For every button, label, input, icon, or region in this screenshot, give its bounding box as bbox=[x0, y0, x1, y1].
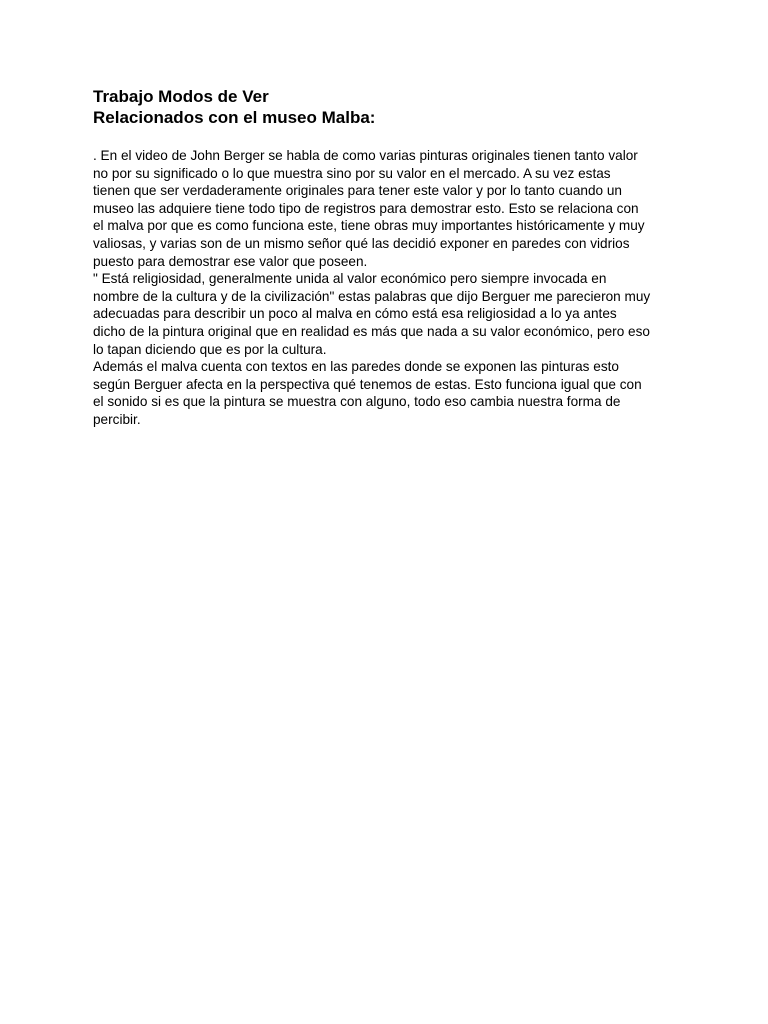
body-line: puesto para demostrar ese valor que poseen. bbox=[93, 253, 368, 269]
document-title bbox=[93, 86, 683, 128]
body-line: lo tapan diciendo que es por la cultura. bbox=[93, 341, 327, 357]
body-line: según Berguer afecta en la perspectiva qué tenemos de estas. Esto funciona igual que con bbox=[93, 376, 642, 392]
title-line-1: Trabajo Modos de Ver bbox=[93, 87, 269, 106]
body-line: nombre de la cultura y de la civilización" estas palabras que dijo Berguer me parecieron muy bbox=[93, 288, 651, 304]
body-line: el sonido si es que la pintura se muestra con alguno, todo eso cambia nuestra forma de bbox=[93, 394, 621, 410]
body-line: el malva por que es como funciona este, tiene obras muy importantes históricamente y muy bbox=[93, 218, 645, 234]
title-line-2: Relacionados con el museo Malba: bbox=[93, 108, 376, 127]
body-line: no por su significado o lo que muestra sino por su valor en el mercado. A su vez estas bbox=[93, 165, 611, 181]
body-line: " Está religiosidad, generalmente unida al valor económico pero siempre invocada en bbox=[93, 271, 607, 287]
body-line: . En el video de John Berger se habla de como varias pinturas originales tienen tanto valor bbox=[93, 148, 638, 163]
document-body bbox=[93, 147, 683, 429]
body-line: tienen que ser verdaderamente originales para tener este valor y por lo tanto cuando un bbox=[93, 183, 622, 199]
body-line: museo las adquiere tiene todo tipo de registros para demostrar esto. Esto se relaciona con bbox=[93, 200, 639, 216]
body-line: dicho de la pintura original que en realidad es más que nada a su valor económico, pero eso bbox=[93, 323, 650, 339]
body-line: valiosas, y varias son de un mismo señor qué las decidió exponer en paredes con vidrios bbox=[93, 235, 630, 251]
document-content bbox=[93, 86, 683, 429]
body-line: Además el malva cuenta con textos en las paredes donde se exponen las pinturas esto bbox=[93, 359, 619, 375]
body-line: adecuadas para describir un poco al malva en cómo está esa religiosidad a lo ya antes bbox=[93, 306, 617, 322]
body-line: percibir. bbox=[93, 411, 141, 427]
